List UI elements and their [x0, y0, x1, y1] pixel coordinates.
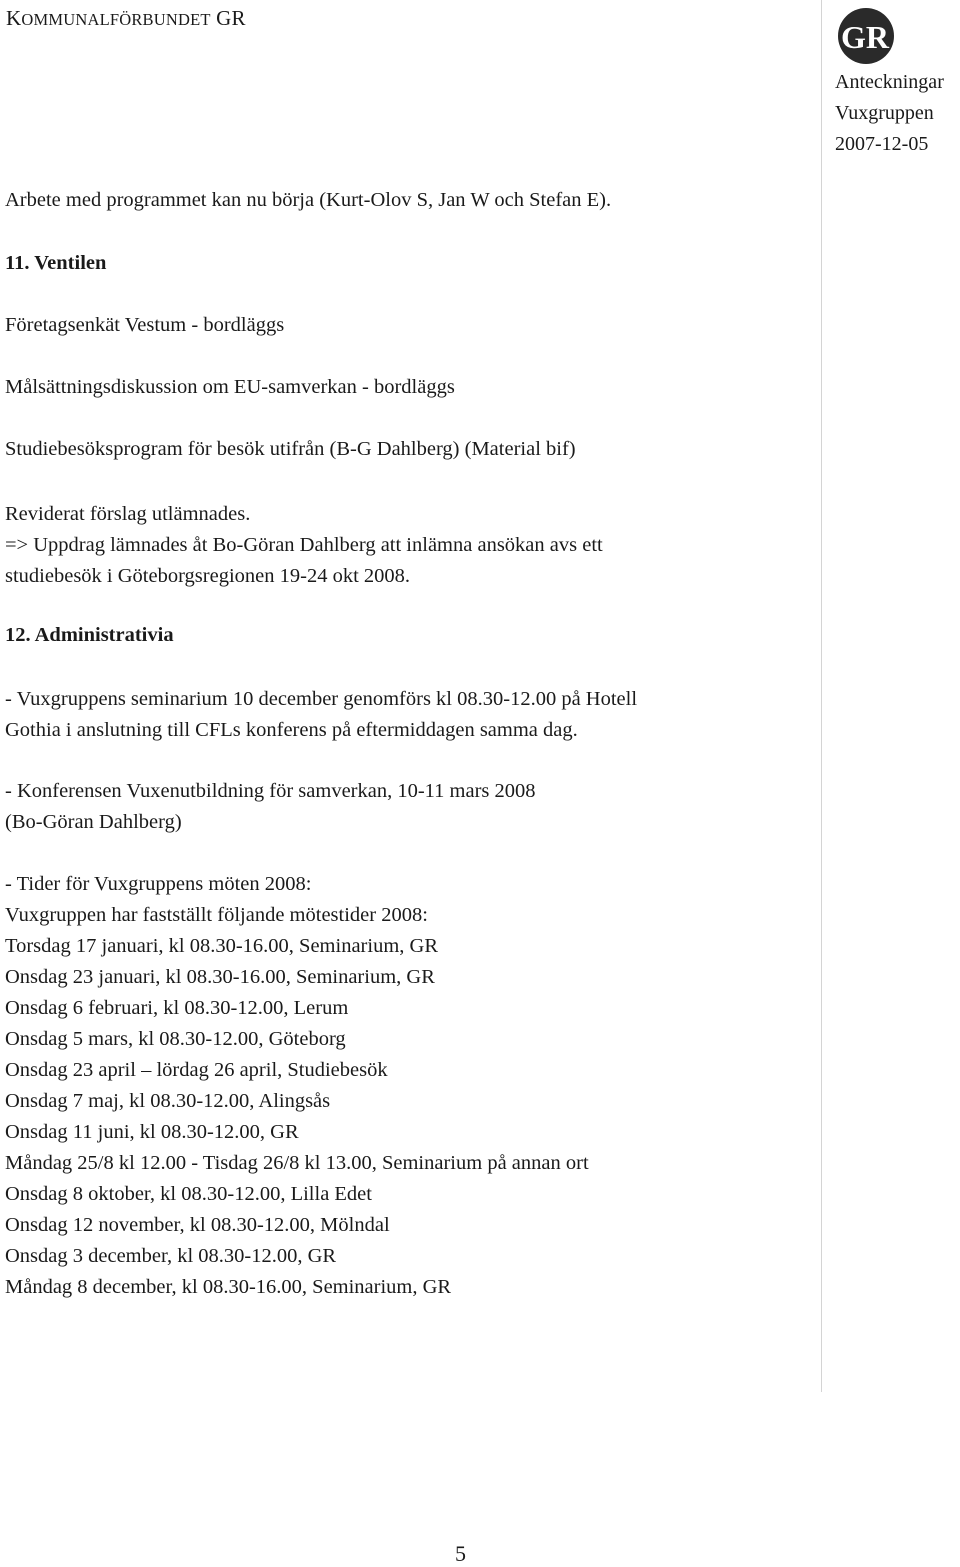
meeting-item: Onsdag 6 februari, kl 08.30-12.00, Lerum: [5, 997, 349, 1019]
conference-line: (Bo-Göran Dahlberg): [5, 811, 182, 833]
meeting-item: Onsdag 23 januari, kl 08.30-16.00, Seminarium, GR: [5, 966, 435, 988]
meeting-item: Onsdag 5 mars, kl 08.30-12.00, Göteborg: [5, 1028, 346, 1050]
gr-logo-icon: [836, 4, 902, 70]
meeting-item: Torsdag 17 januari, kl 08.30-16.00, Seminarium, GR: [5, 935, 438, 957]
note-line: studiebesök i Göteborgsregionen 19-24 okt 2008.: [5, 565, 411, 587]
meeting-item: Onsdag 7 maj, kl 08.30-12.00, Alingsås: [5, 1090, 331, 1112]
meeting-item: Onsdag 12 november, kl 08.30-12.00, Mölndal: [5, 1214, 390, 1236]
meetings-heading: - Tider för Vuxgruppens möten 2008:: [5, 873, 312, 895]
note-line: => Uppdrag lämnades åt Bo-Göran Dahlberg att inlämna ansökan avs ett: [5, 534, 603, 556]
org-initial: K: [6, 6, 22, 30]
margin-divider: [821, 0, 822, 1392]
agenda-item: Företagsenkät Vestum - bordläggs: [5, 314, 285, 336]
page-number: 5: [455, 1541, 466, 1566]
meeting-item: Onsdag 11 juni, kl 08.30-12.00, GR: [5, 1121, 299, 1143]
agenda-item: Målsättningsdiskussion om EU-samverkan - bordläggs: [5, 376, 455, 398]
meetings-intro: Vuxgruppen har fastställt följande mötestider 2008:: [5, 904, 428, 926]
side-group: Vuxgruppen: [835, 102, 934, 124]
meeting-item: Onsdag 8 oktober, kl 08.30-12.00, Lilla Edet: [5, 1183, 372, 1205]
section-11-heading: 11. Ventilen: [5, 252, 107, 274]
intro-paragraph: Arbete med programmet kan nu börja (Kurt-Olov S, Jan W och Stefan E).: [5, 189, 612, 211]
side-date: 2007-12-05: [835, 133, 929, 155]
meeting-item: Måndag 25/8 kl 12.00 - Tisdag 26/8 kl 13.00, Seminarium på annan ort: [5, 1152, 589, 1174]
seminar-line: - Vuxgruppens seminarium 10 december genomförs kl 08.30-12.00 på Hotell: [5, 688, 638, 710]
side-title: Anteckningar: [835, 71, 944, 93]
logo-letters: GR: [841, 19, 889, 55]
org-rest: OMMUNALFÖRBUNDET: [21, 10, 211, 29]
seminar-paragraph: [5, 684, 637, 746]
meeting-item: Onsdag 3 december, kl 08.30-12.00, GR: [5, 1245, 337, 1267]
meeting-item: Onsdag 23 april – lördag 26 april, Studiebesök: [5, 1059, 388, 1081]
organization-name: [6, 6, 246, 31]
conference-line: - Konferensen Vuxenutbildning för samverkan, 10-11 mars 2008: [5, 780, 536, 802]
note-line: Reviderat förslag utlämnades.: [5, 503, 251, 525]
meeting-item: Måndag 8 december, kl 08.30-16.00, Seminarium, GR: [5, 1276, 452, 1298]
org-abbr: GR: [216, 6, 246, 30]
seminar-line: Gothia i anslutning till CFLs konferens på eftermiddagen samma dag.: [5, 719, 578, 741]
meetings-list: [5, 869, 589, 1303]
study-visit-note: [5, 499, 603, 592]
conference-paragraph: [5, 776, 536, 838]
agenda-item: Studiebesöksprogram för besök utifrån (B-G Dahlberg) (Material bif): [5, 438, 576, 460]
section-12-heading: 12. Administrativia: [5, 624, 174, 646]
